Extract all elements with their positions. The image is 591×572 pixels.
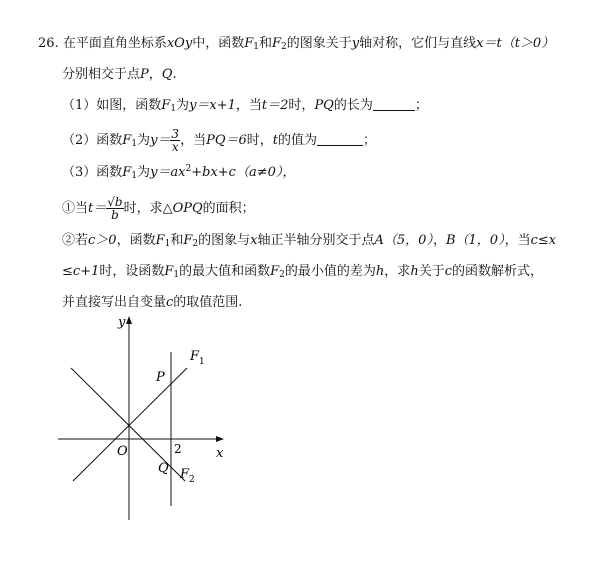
fraction-numerator: √b: [107, 195, 123, 209]
text: 时，设函数: [99, 264, 165, 279]
F2-letter: F: [180, 467, 190, 482]
func-F1: F: [155, 233, 165, 248]
text: 关于: [418, 264, 445, 279]
fraction-numerator: 3: [171, 127, 180, 141]
superscript: 2: [185, 164, 192, 174]
text: 为: [137, 165, 151, 180]
subscript: 1: [131, 139, 138, 149]
subscript: 1: [131, 171, 138, 181]
part2-y-eq: y＝: [150, 133, 171, 148]
subscript: 1: [170, 104, 177, 114]
var-c: c: [444, 264, 452, 279]
func-F2: F: [270, 264, 280, 279]
text: 轴正半轴分别交于点: [257, 233, 375, 248]
text: 的图象与: [198, 233, 251, 248]
range-start: c≤x: [530, 233, 557, 248]
coord-system-name: xOy: [166, 36, 193, 51]
text: 的长为: [333, 98, 373, 113]
fraction-denominator: x: [171, 140, 179, 154]
subq1-t-eq: t＝: [88, 201, 107, 216]
punct: ，: [432, 233, 446, 248]
punct: ，: [148, 67, 162, 82]
range-end: ≤c+1: [62, 264, 100, 279]
tick-2-label: 2: [174, 442, 182, 456]
var-x: x: [250, 233, 258, 248]
var-h: h: [375, 264, 385, 279]
text: ，求: [384, 264, 411, 279]
stem-text: 在平面直角坐标系: [62, 36, 167, 51]
part1-t-value: t＝2: [261, 98, 289, 113]
F2-label: [179, 467, 195, 485]
func-F1: F: [161, 98, 171, 113]
subscript: 2: [281, 42, 287, 52]
text: 时，: [246, 133, 273, 148]
func-F2: F: [271, 36, 282, 51]
func-F1: F: [122, 133, 132, 148]
point-B: B（1，0）: [445, 233, 505, 248]
text: ，当: [504, 233, 531, 248]
stem-text: 和: [258, 36, 272, 51]
text: ，函数: [116, 233, 156, 248]
point-P: P: [140, 67, 149, 82]
part3-expression-tail: +bx+c（a≠0），: [191, 165, 296, 180]
text: 为: [137, 133, 151, 148]
subq2-condition: c＞0: [88, 233, 117, 248]
line-equation: x＝t（t＞0）: [476, 36, 555, 51]
text: 的值为: [278, 133, 318, 148]
subscript: 2: [279, 270, 285, 280]
text: ，当: [180, 133, 207, 148]
subscript: 2: [192, 239, 199, 249]
point-P-label: P: [156, 370, 165, 385]
part1-label: （1）如图，函数: [62, 98, 162, 113]
text: 的函数解析式，: [451, 264, 543, 279]
graph-F1: [73, 368, 187, 481]
x-axis-arrow: [216, 436, 224, 442]
text: 时，求△: [123, 201, 173, 216]
y-axis-arrow: [126, 316, 132, 324]
var-t: t: [272, 133, 279, 148]
problem-number: 26.: [38, 36, 59, 51]
point-Q: Q: [161, 67, 173, 82]
origin-label: O: [117, 444, 128, 459]
subq1-label: ①当: [62, 201, 89, 216]
punct: ；: [414, 98, 428, 113]
part2-condition: PQ＝6: [206, 133, 247, 148]
segment-PQ: PQ: [314, 98, 334, 113]
subscript: 1: [253, 42, 259, 52]
subscript: 1: [173, 270, 180, 280]
F1-letter: F: [190, 349, 200, 364]
point-A: A（5，0）: [374, 233, 433, 248]
part2-label: （2）函数: [62, 133, 123, 148]
func-F1: F: [122, 165, 132, 180]
stem-text: 的图象关于: [286, 36, 352, 51]
punct: .: [172, 67, 177, 82]
text: 的面积；: [202, 201, 255, 216]
triangle-OPQ: OPQ: [172, 201, 203, 216]
text: 和: [170, 233, 184, 248]
text: 时，: [288, 98, 315, 113]
punct: ；: [363, 133, 377, 148]
stem-text: 轴对称，它们与直线: [359, 36, 477, 51]
var-h: h: [410, 264, 419, 279]
part1-expression: y＝x+1: [189, 98, 236, 113]
text: ，当: [235, 98, 262, 113]
x-axis-label: x: [216, 446, 224, 461]
text: 的最大值和函数: [179, 264, 271, 279]
var-c: c: [166, 295, 174, 310]
subq2-label: ②若: [62, 233, 89, 248]
fraction-denominator: b: [111, 208, 119, 222]
stem-text: 分别相交于点: [62, 67, 141, 82]
text: 的最小值的差为: [284, 264, 376, 279]
part3-label: （3）函数: [62, 165, 123, 180]
text: 为: [176, 98, 190, 113]
F1-subscript: 1: [199, 357, 205, 367]
var-y: y: [351, 36, 360, 51]
part3-expression: y＝ax: [150, 165, 186, 180]
F2-subscript: 2: [189, 475, 195, 485]
func-F2: F: [183, 233, 193, 248]
func-F1: F: [164, 264, 174, 279]
y-axis-label: y: [118, 315, 126, 330]
point-Q-label: Q: [158, 461, 169, 476]
stem-text: 中，函数: [192, 36, 245, 51]
F1-label: [189, 349, 205, 367]
subscript: 1: [164, 239, 171, 249]
func-F1: F: [244, 36, 254, 51]
text: 并直接写出自变量: [62, 295, 167, 310]
text: 的取值范围.: [173, 295, 243, 310]
